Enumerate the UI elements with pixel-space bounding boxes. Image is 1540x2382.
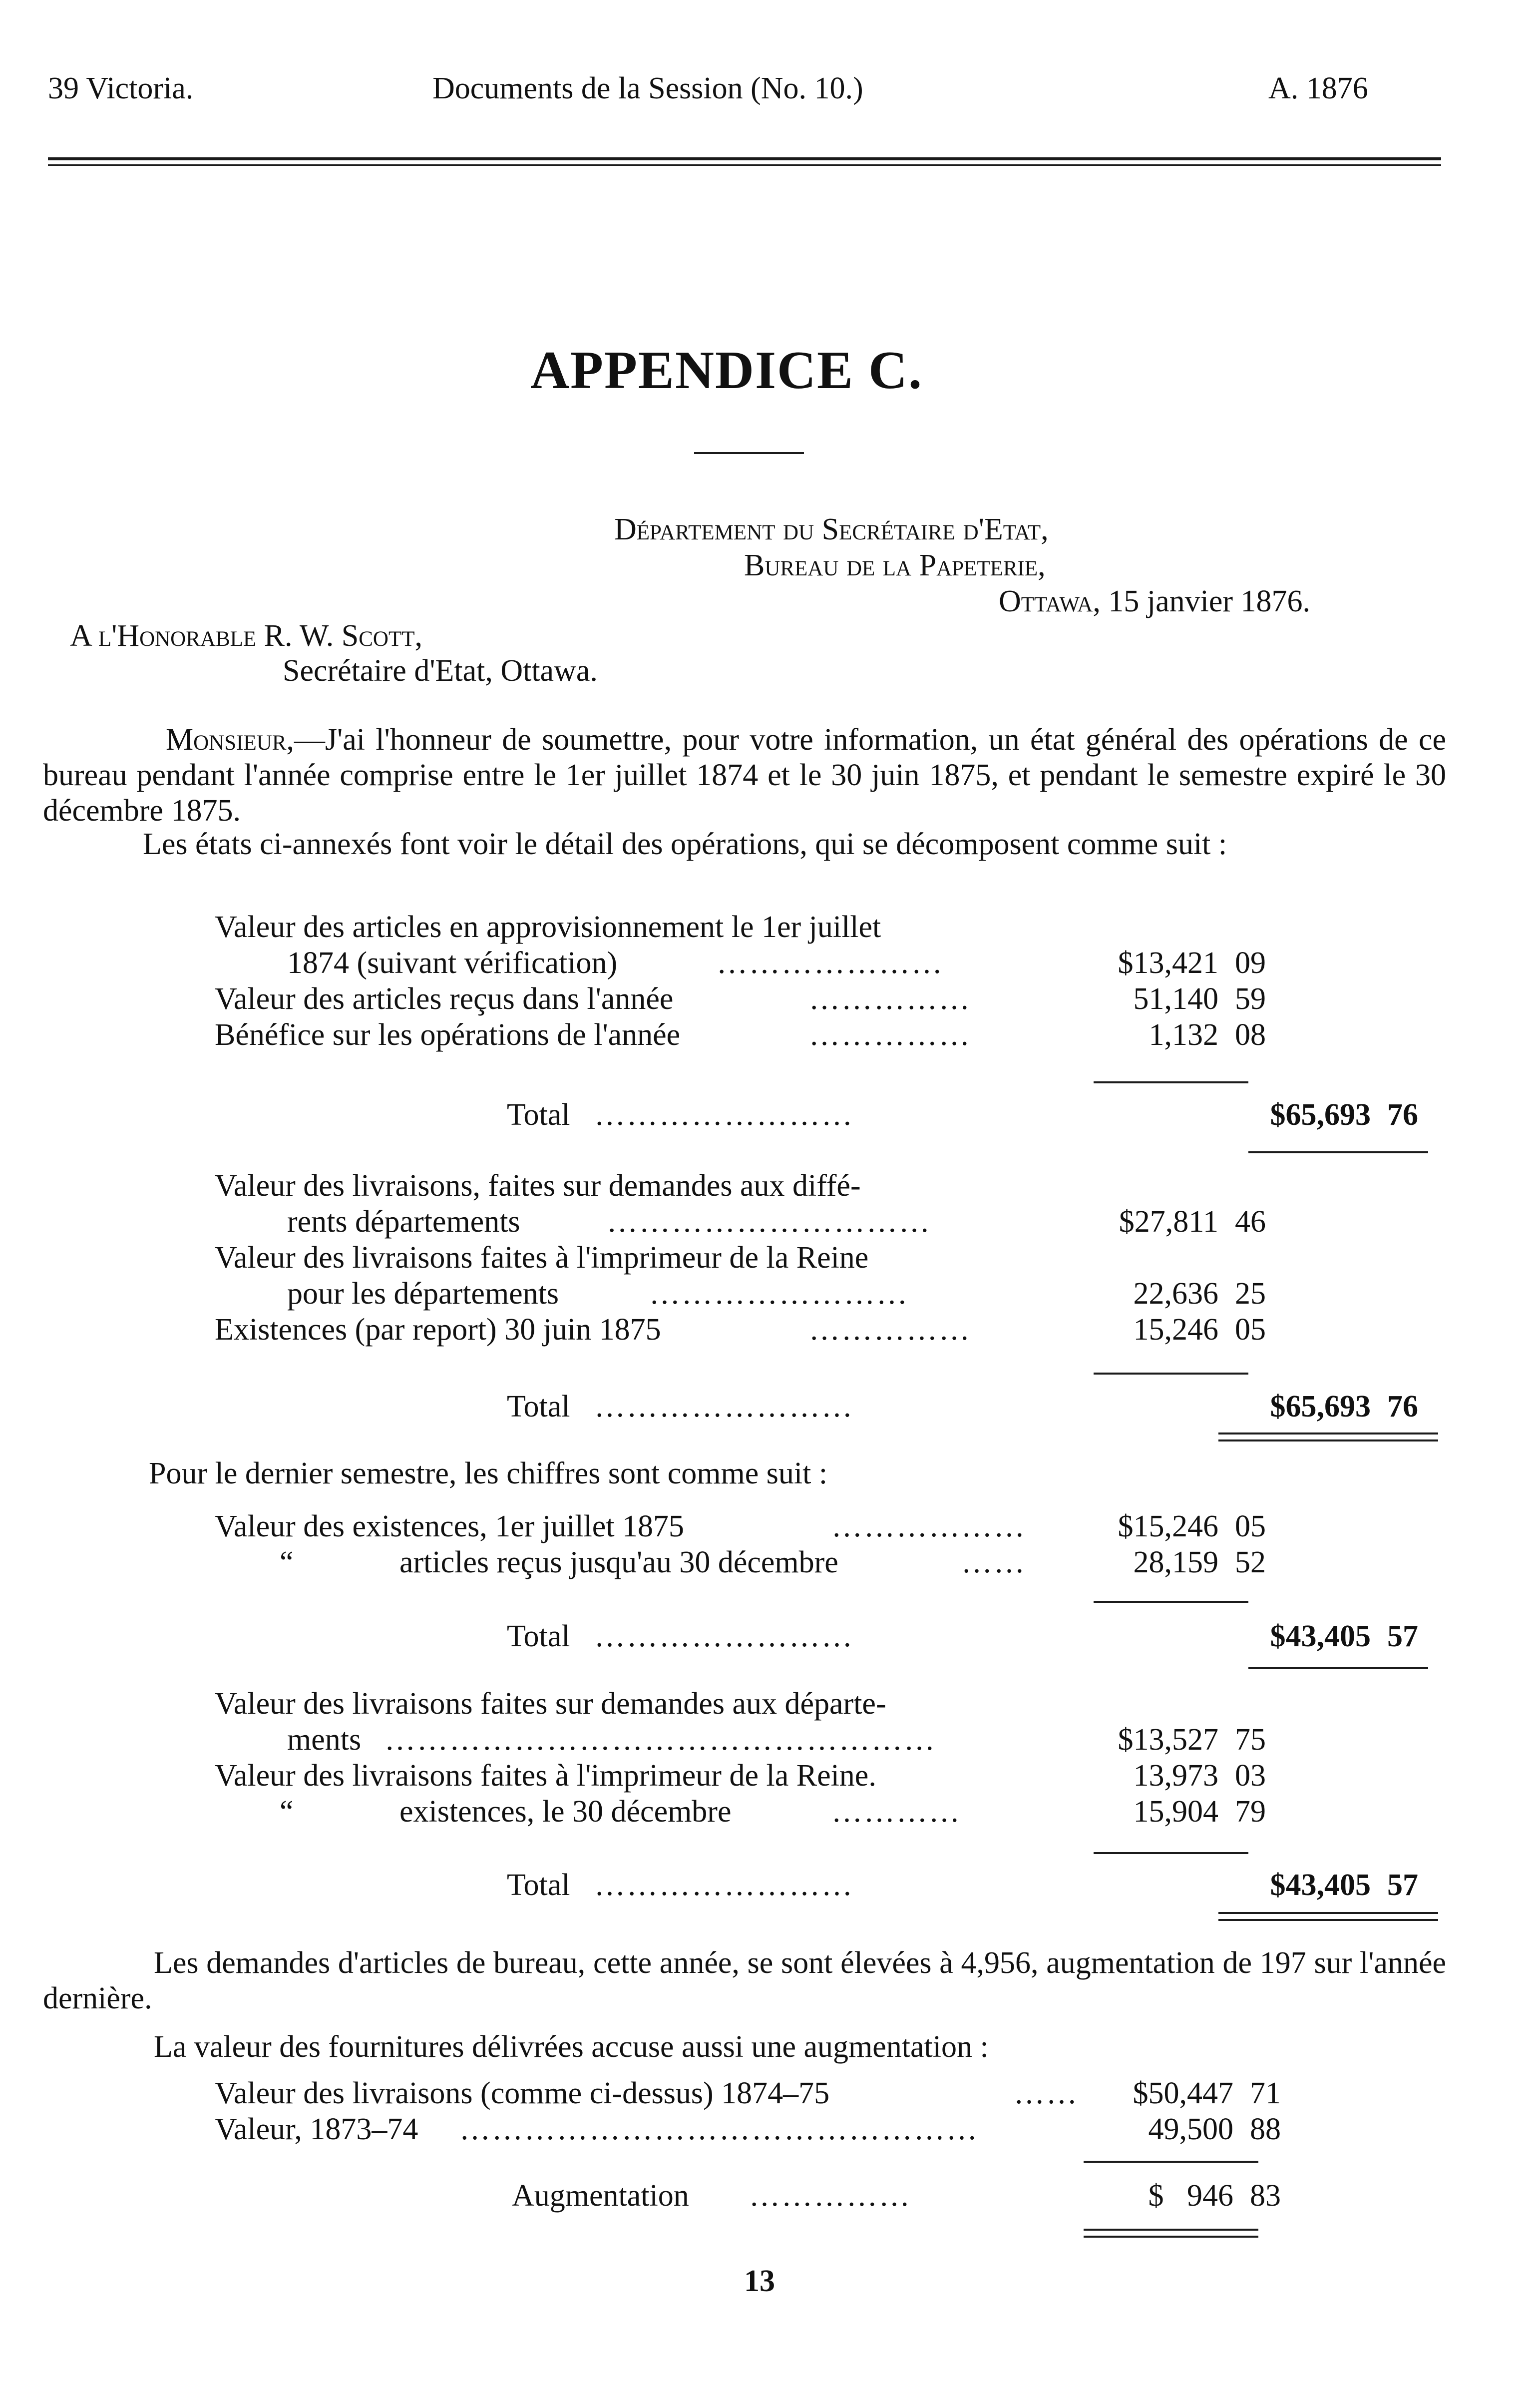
dot-leader: …………………… <box>594 1390 854 1424</box>
statement1-row1-label1: Valeur des articles en approvisionnement le 1er juillet <box>215 910 881 944</box>
statement4-total-label: Total <box>507 1868 570 1902</box>
statement4-row3-ditto: “ <box>280 1795 294 1829</box>
sender-date: 15 janvier 1876. <box>1108 584 1310 618</box>
statement2-row1-dollars: $27,811 <box>1119 1205 1218 1239</box>
dot-leader: …………………………………………… <box>385 1723 936 1757</box>
dot-leader: ………………………………………… <box>459 2112 979 2146</box>
statement4-row1 <box>0 1722 1540 1758</box>
page-number: 13 <box>744 2264 775 2298</box>
subtotal-rule <box>1094 1852 1248 1854</box>
header-rule-thick <box>48 157 1441 160</box>
dot-leader: …………… <box>809 982 971 1016</box>
paragraph-intro-text: —J'ai l'honneur de soumettre, pour votre information, un état général des opérations de ce bureau pendant l'année comprise entre le 1er juillet 1874 et le 30 juin 1875, et pendant le semestre expiré le 30 décembre 1875. <box>43 723 1446 828</box>
statement2-total-dollars: $65,693 <box>1270 1390 1371 1424</box>
dot-leader: …………… <box>809 1313 971 1347</box>
dot-leader: …… <box>1014 2076 1079 2110</box>
dot-leader: …………… <box>749 2179 911 2213</box>
statement4-row2 <box>0 1758 1540 1794</box>
subtotal-rule <box>1094 1081 1248 1083</box>
statement4-row2-label: Valeur des livraisons faites à l'imprimeur de la Reine. <box>215 1759 876 1793</box>
sender-place-date <box>999 584 1310 619</box>
dot-leader: …………………… <box>649 1277 909 1311</box>
statement5-row1 <box>0 2075 1540 2111</box>
statement1-row2 <box>0 981 1540 1017</box>
statement2-row3-dollars: 15,246 <box>1133 1313 1218 1347</box>
statement5-row1-label: Valeur des livraisons (comme ci-dessus) 1874–75 <box>215 2076 830 2110</box>
statement3-row2-label: articles reçus jusqu'au 30 décembre <box>399 1545 838 1579</box>
statement5-row2-cents: 88 <box>1250 2112 1281 2146</box>
statement4-total-dollars: $43,405 <box>1270 1868 1371 1902</box>
paragraph-semester: Pour le dernier semestre, les chiffres sont comme suit : <box>149 1456 828 1490</box>
statement3-row1-cents: 05 <box>1235 1509 1266 1543</box>
title-rule <box>694 452 804 454</box>
statement3-total-label: Total <box>507 1619 570 1653</box>
page-title: APPENDICE C. <box>530 341 923 400</box>
statement4-row2-dollars: 13,973 <box>1133 1759 1218 1793</box>
statement2-total-label: Total <box>507 1390 570 1424</box>
dot-leader: …………………… <box>594 1868 854 1902</box>
statement5-row2-label: Valeur, 1873–74 <box>215 2112 418 2146</box>
dot-leader: ………… <box>831 1795 961 1829</box>
statement1-row2-label: Valeur des articles reçus dans l'année <box>215 982 674 1016</box>
total-double-rule-bottom <box>1084 2236 1258 2238</box>
total-double-rule-bottom <box>1218 1439 1438 1441</box>
statement5-total-cents: 83 <box>1250 2179 1281 2213</box>
statement4-total-cents: 57 <box>1387 1868 1418 1902</box>
addressee-name: A l'Honorable R. W. Scott, <box>70 619 422 653</box>
statement5-row1-dollars: $50,447 <box>1133 2076 1233 2110</box>
paragraph-increase: La valeur des fournitures délivrées accuse aussi une augmentation : <box>154 2030 989 2064</box>
statement1-row3 <box>0 1017 1540 1053</box>
statement2-row2-label2: pour les départements <box>287 1277 559 1311</box>
statement4-row3 <box>0 1794 1540 1830</box>
statement4-row1-label1: Valeur des livraisons faites sur demandes aux départe- <box>215 1687 886 1721</box>
statement3-row2-cents: 52 <box>1235 1545 1266 1579</box>
total-double-rule-bottom <box>1218 1919 1438 1921</box>
statement3-row1-dollars: $15,246 <box>1118 1509 1218 1543</box>
statement3-row1 <box>0 1508 1540 1544</box>
subtotal-rule <box>1094 1373 1248 1375</box>
dot-leader: …………………… <box>594 1098 854 1132</box>
statement1-row3-dollars: 1,132 <box>1149 1018 1218 1052</box>
statement4-row1-label2: ments <box>287 1723 362 1757</box>
paragraph-requests: Les demandes d'articles de bureau, cette année, se sont élevées à 4,956, augmentation de 197 sur l'année dernière. <box>43 1946 1446 2015</box>
statement4-total <box>0 1867 1540 1903</box>
statement3-row2-dollars: 28,159 <box>1133 1545 1218 1579</box>
salutation: Monsieur, <box>166 723 294 757</box>
header-document-title: Documents de la Session (No. 10.) <box>432 71 863 105</box>
statement2-total-cents: 76 <box>1387 1390 1418 1424</box>
statement2-row2 <box>0 1276 1540 1312</box>
statement4-row3-label: existences, le 30 décembre <box>399 1795 732 1829</box>
total-rule <box>1248 1151 1428 1153</box>
statement2-row3-cents: 05 <box>1235 1313 1266 1347</box>
statement4-row3-dollars: 15,904 <box>1133 1795 1218 1829</box>
header-series: A. 1876 <box>1268 71 1368 105</box>
statement2-row1 <box>0 1204 1540 1240</box>
paragraph-intro <box>43 722 1446 829</box>
total-double-rule-top <box>1084 2229 1258 2231</box>
dot-leader: ………………… <box>717 946 944 980</box>
dot-leader: …… <box>961 1545 1026 1579</box>
statement1-row1 <box>0 945 1540 981</box>
statement1-row3-label: Bénéfice sur les opérations de l'année <box>215 1018 681 1052</box>
total-rule <box>1248 1667 1428 1669</box>
statement2-row2-cents: 25 <box>1235 1277 1266 1311</box>
statement2-row3-label: Existences (par report) 30 juin 1875 <box>215 1313 661 1347</box>
statement1-row3-cents: 08 <box>1235 1018 1266 1052</box>
statement5-row2-dollars: 49,500 <box>1148 2112 1233 2146</box>
paragraph-decomposition: Les états ci-annexés font voir le détail des opérations, qui se décomposent comme suit : <box>143 827 1227 861</box>
statement5-total <box>0 2178 1540 2214</box>
statement1-total-label: Total <box>507 1098 570 1132</box>
sender-bureau: Bureau de la Papeterie, <box>744 548 1046 582</box>
statement2-row1-label2: rents départements <box>287 1205 520 1239</box>
subtotal-rule <box>1094 1601 1248 1603</box>
statement2-total <box>0 1389 1540 1425</box>
statement3-row1-label: Valeur des existences, 1er juillet 1875 <box>215 1509 685 1543</box>
statement1-row2-dollars: 51,140 <box>1133 982 1218 1016</box>
header-rule-thin <box>48 164 1441 166</box>
statement4-row1-cents: 75 <box>1235 1723 1266 1757</box>
statement3-total-cents: 57 <box>1387 1619 1418 1653</box>
statement1-row2-cents: 59 <box>1235 982 1266 1016</box>
dot-leader: …………………… <box>594 1619 854 1653</box>
header-session-year: 39 Victoria. <box>48 71 194 105</box>
subtotal-rule <box>1084 2161 1258 2163</box>
statement2-row1-label1: Valeur des livraisons, faites sur demandes aux diffé- <box>215 1169 861 1203</box>
sender-department: Département du Secrétaire d'Etat, <box>614 512 1049 546</box>
addressee-title: Secrétaire d'Etat, Ottawa. <box>283 654 598 688</box>
statement5-row1-cents: 71 <box>1250 2076 1281 2110</box>
statement4-row3-cents: 79 <box>1235 1795 1266 1829</box>
statement1-total-dollars: $65,693 <box>1270 1098 1371 1132</box>
statement3-total <box>0 1618 1540 1654</box>
statement4-row2-cents: 03 <box>1235 1759 1266 1793</box>
statement1-row1-label2: 1874 (suivant vérification) <box>287 946 618 980</box>
statement1-row1-dollars: $13,421 <box>1118 946 1218 980</box>
sender-place: Ottawa, <box>999 584 1101 618</box>
statement2-row3 <box>0 1312 1540 1348</box>
statement1-total-cents: 76 <box>1387 1098 1418 1132</box>
statement5-total-dollars: $ 946 <box>1148 2179 1233 2213</box>
statement3-total-dollars: $43,405 <box>1270 1619 1371 1653</box>
statement5-total-label: Augmentation <box>512 2179 689 2213</box>
statement1-total <box>0 1097 1540 1133</box>
statement3-row2-ditto: “ <box>280 1545 294 1579</box>
statement1-row1-cents: 09 <box>1235 946 1266 980</box>
statement4-row1-dollars: $13,527 <box>1118 1723 1218 1757</box>
dot-leader: ………………………… <box>607 1205 931 1239</box>
total-double-rule-top <box>1218 1432 1438 1434</box>
statement5-row2 <box>0 2111 1540 2147</box>
statement2-row2-dollars: 22,636 <box>1133 1277 1218 1311</box>
statement2-row2-label1: Valeur des livraisons faites à l'imprimeur de la Reine <box>215 1241 869 1275</box>
statement2-row1-cents: 46 <box>1235 1205 1266 1239</box>
statement3-row2 <box>0 1544 1540 1580</box>
dot-leader: …………… <box>809 1018 971 1052</box>
dot-leader: ……………… <box>831 1509 1026 1543</box>
total-double-rule-top <box>1218 1912 1438 1914</box>
